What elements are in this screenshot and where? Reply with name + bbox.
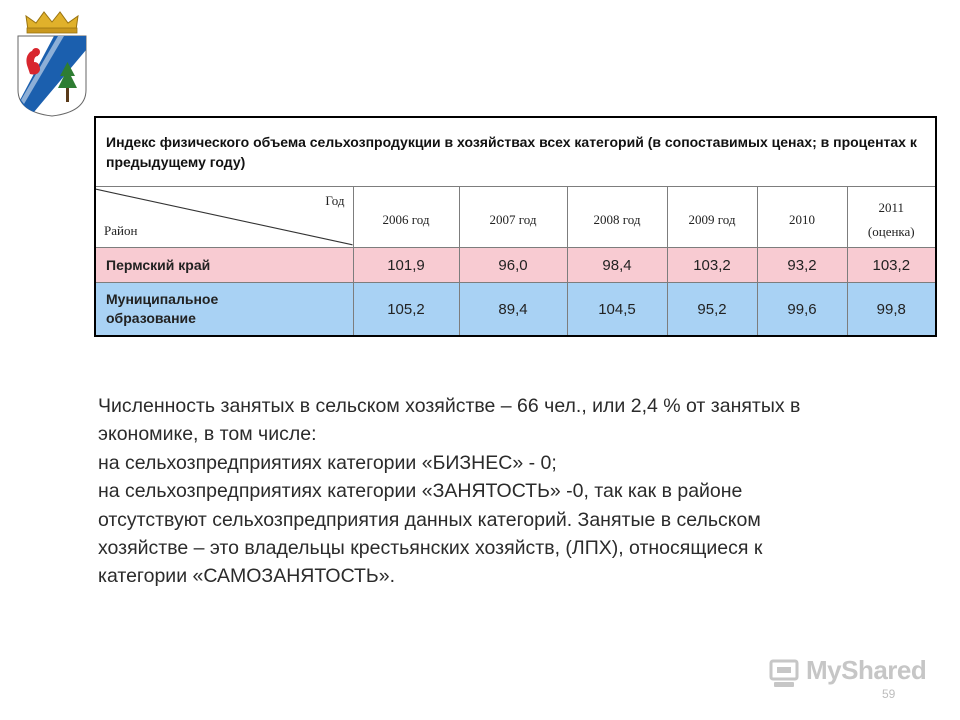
corner-district-label: Район [104, 223, 138, 238]
index-table-container [94, 116, 935, 337]
paragraph-line: Численность занятых в сельском хозяйстве – 66 чел., или 2,4 % от занятых в [98, 395, 801, 417]
myshared-logo-icon [768, 657, 802, 691]
table-cell: 103,2 [667, 248, 757, 283]
index-table [94, 116, 937, 337]
table-cell: 95,2 [667, 283, 757, 337]
table-cell: 104,5 [567, 283, 667, 337]
crown-icon [26, 12, 78, 33]
table-row [95, 248, 936, 283]
paragraph-line: категории «САМОЗАНЯТОСТЬ». [98, 565, 395, 588]
paragraph-line: хозяйстве – это владельцы крестьянских хозяйств, (ЛПХ), относящиеся к [98, 537, 763, 560]
year-header: 2006 год [353, 187, 459, 248]
table-title: Индекс физического объема сельхозпродукции в хозяйствах всех категорий (в сопоставимых ценах; в процентах к предыдущему году) [95, 117, 936, 187]
year-header: 2010 [757, 187, 847, 248]
table-cell: 105,2 [353, 283, 459, 337]
table-cell: 99,8 [847, 283, 936, 337]
paragraph-line: экономике, в том числе: [98, 423, 317, 446]
row-label [95, 283, 353, 337]
watermark-brand: MyShared [806, 655, 927, 685]
page-number: 59 [882, 687, 896, 701]
table-cell: 101,9 [353, 248, 459, 283]
corner-header-cell [95, 187, 353, 248]
row-label: Пермский край [95, 248, 353, 283]
year-header: 2008 год [567, 187, 667, 248]
coat-of-arms-logo [14, 8, 90, 120]
year-header-note: (оценка) [867, 224, 915, 239]
employment-paragraph [98, 392, 898, 591]
year-header-label: 2011 [878, 200, 905, 215]
table-cell: 96,0 [459, 248, 567, 283]
table-cell: 103,2 [847, 248, 936, 283]
year-header: 2007 год [459, 187, 567, 248]
row-label-line: Муниципальное [106, 291, 219, 307]
paragraph-line: на сельхозпредприятиях категории «ЗАНЯТОСТЬ» -0, так как в районе [98, 480, 743, 503]
table-cell: 98,4 [567, 248, 667, 283]
paragraph-line: отсутствуют сельхозпредприятия данных категорий. Занятые в сельском [98, 508, 761, 531]
table-header-row [95, 187, 936, 248]
table-row [95, 283, 936, 337]
shield-icon [18, 36, 86, 116]
corner-year-label: Год [325, 193, 345, 208]
paragraph-line: на сельхозпредприятиях категории «БИЗНЕС» - 0; [98, 451, 557, 474]
table-cell: 93,2 [757, 248, 847, 283]
year-header-2011 [847, 187, 936, 248]
year-header: 2009 год [667, 187, 757, 248]
table-cell: 89,4 [459, 283, 567, 337]
table-cell: 99,6 [757, 283, 847, 337]
row-label-line: образование [106, 310, 196, 326]
